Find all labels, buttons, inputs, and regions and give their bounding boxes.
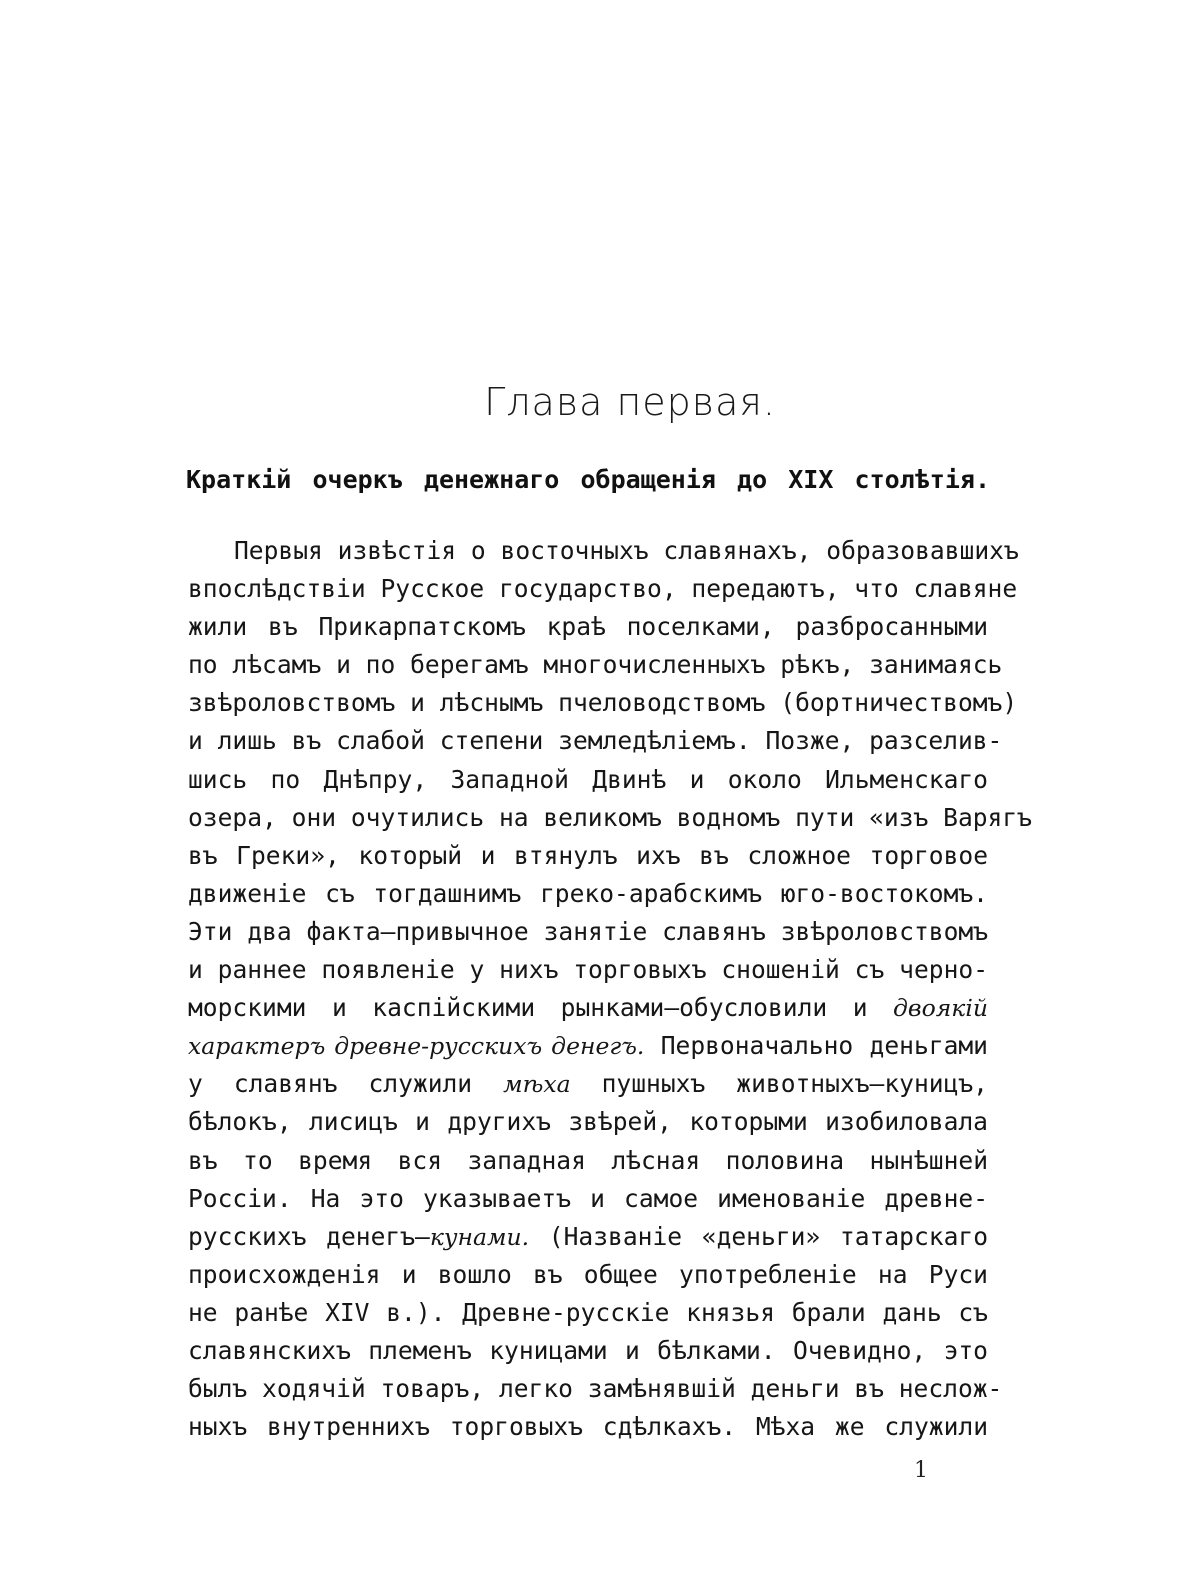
text-segment: и раннее появленіе у нихъ торговыхъ сношеній съ черно- xyxy=(188,955,988,985)
text-segment: русскихъ денегъ— xyxy=(188,1221,430,1251)
italic-text: кунами. xyxy=(429,1222,530,1251)
text-segment: у славянъ служили xyxy=(188,1069,504,1099)
page-number: 1 xyxy=(914,1458,928,1483)
text-line xyxy=(188,684,1018,722)
text-line xyxy=(188,913,988,951)
text-segment: Первоначально деньгами xyxy=(644,1031,988,1061)
text-segment: жили въ Прикарпатскомъ краѣ поселками, разбросанными xyxy=(188,612,988,642)
text-segment: славянскихъ племенъ куницами и бѣлками. Очевидно, это xyxy=(188,1335,988,1365)
chapter-title: Глава первая. xyxy=(484,380,776,424)
text-segment: звѣроловствомъ и лѣснымъ пчеловодствомъ (бортничествомъ) xyxy=(188,688,1018,718)
text-line xyxy=(188,1218,988,1256)
text-line xyxy=(188,1065,988,1103)
text-line xyxy=(188,989,988,1027)
text-segment: шись по Днѣпру, Западной Двинѣ и около Ильменскаго xyxy=(188,764,988,794)
chapter-subtitle: Краткій очеркъ денежнаго обращенія до XIX столѣтія. xyxy=(186,465,990,494)
text-line xyxy=(188,875,988,913)
text-line xyxy=(188,608,988,646)
text-line xyxy=(188,1370,1003,1408)
body-paragraph xyxy=(188,532,1032,1446)
text-segment: по лѣсамъ и по берегамъ многочисленныхъ рѣкъ, занимаясь xyxy=(188,650,1003,680)
text-line xyxy=(188,761,988,799)
text-line xyxy=(188,1103,988,1141)
text-segment: (Названіе «деньги» татарскаго xyxy=(529,1221,988,1251)
text-line xyxy=(188,799,1032,837)
text-segment: пушныхъ животныхъ—куницъ, xyxy=(570,1069,988,1099)
text-line xyxy=(188,1142,988,1180)
italic-text: мѣха xyxy=(503,1070,571,1099)
text-line xyxy=(188,837,988,875)
text-segment: морскими и каспійскими рынками—обусловили и xyxy=(188,993,894,1023)
text-segment: былъ ходячій товаръ, легко замѣнявшій деньги въ неслож- xyxy=(188,1374,1003,1404)
text-segment: не ранѣе XIV в.). Древне-русскіе князья брали дань съ xyxy=(188,1297,988,1327)
text-segment: бѣлокъ, лисицъ и другихъ звѣрей, которыми изобиловала xyxy=(188,1107,988,1137)
text-line xyxy=(188,951,988,989)
text-line xyxy=(188,532,1019,570)
text-segment: и лишь въ слабой степени земледѣліемъ. Позже, разселив- xyxy=(188,726,1003,756)
text-line xyxy=(188,1332,988,1370)
text-segment: озера, они очутились на великомъ водномъ пути «изъ Варягъ xyxy=(188,802,1032,832)
text-segment: Эти два факта—привычное занятіе славянъ звѣроловствомъ xyxy=(188,916,988,946)
text-segment: впослѣдствіи Русское государство, передаютъ, что славяне xyxy=(188,574,1018,604)
italic-text: двоякій xyxy=(893,994,988,1023)
text-segment: происхожденія и вошло въ общее употребленіе на Руси xyxy=(188,1259,988,1289)
text-line xyxy=(188,646,1003,684)
text-segment: ныхъ внутреннихъ торговыхъ сдѣлкахъ. Мѣха же служили xyxy=(188,1412,988,1442)
text-segment: движеніе съ тогдашнимъ греко-арабскимъ юго-востокомъ. xyxy=(188,878,988,908)
italic-text: характеръ древне-русскихъ денегъ. xyxy=(188,1032,645,1061)
text-line xyxy=(188,1408,988,1446)
text-line xyxy=(188,1294,988,1332)
text-line xyxy=(188,1256,988,1294)
text-segment: въ то время вся западная лѣсная половина нынѣшней xyxy=(188,1145,988,1175)
text-line xyxy=(188,570,1018,608)
text-segment: Первыя извѣстія о восточныхъ славянахъ, образовавшихъ xyxy=(234,536,1019,565)
text-segment: Россіи. На это указываетъ и самое именованіе древне- xyxy=(188,1183,988,1213)
text-line xyxy=(188,1027,988,1065)
text-line xyxy=(188,1180,988,1218)
text-segment: въ Греки», который и втянулъ ихъ въ сложное торговое xyxy=(188,840,988,870)
text-line xyxy=(188,722,1003,760)
